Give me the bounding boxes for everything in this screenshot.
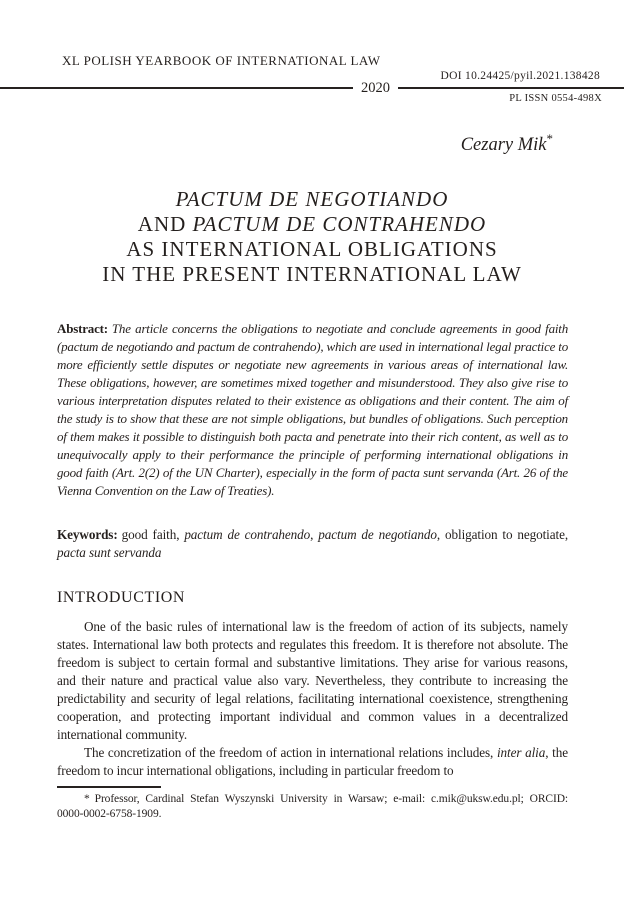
year-label: 2020 (361, 80, 390, 96)
footnote-text (57, 792, 568, 822)
section-heading-introduction: INTRODUCTION (57, 589, 186, 606)
keywords-label: Keywords: (57, 527, 118, 542)
introduction-body (57, 618, 568, 780)
keywords-paragraph (57, 526, 568, 562)
title-line-3: AS INTERNATIONAL OBLIGATIONS (126, 237, 498, 261)
header-rule-right (398, 87, 624, 89)
issn-label: PL ISSN 0554-498X (509, 93, 602, 104)
title-line-4: IN THE PRESENT INTERNATIONAL LAW (102, 262, 522, 286)
footnote-separator (57, 786, 161, 788)
intro-paragraph-2: The concretization of the freedom of action in international relations includes, inter alia, the freedom to incur international obligations, including in particular freedom to (57, 745, 568, 778)
title-line-2: AND PACTUM DE CONTRAHENDO (137, 212, 487, 236)
author-footnote-marker: * (546, 131, 553, 146)
abstract-text: The article concerns the obligations to negotiate and conclude agreements in good faith (pactum de negotiando and pactum de contrahendo), which are used in international legal practice to more efficiently settle disputes or negotiate new agreements in various areas of international law. These obligations, however, are sometimes mixed together and misunderstood. They also give rise to various interpretation disputes related to their existence as obligations and their content. The aim of the study is to show that these are not simple obligations, but bundles of obligations. Such perception of them makes it possible to distinguish both pacta and penetrate into their rich content, as well as to unequivocally apply to their performance the principle of performing international obligations in good faith (Art. 2(2) of the UN Charter), especially in the form of pacta sunt servanda (Art. 26 of the Vienna Convention on the Law of Treaties). (57, 321, 568, 498)
article-title (0, 187, 624, 287)
header-rule-left (0, 87, 353, 89)
footnote-marker: * (84, 793, 90, 805)
abstract-label: Abstract: (57, 321, 108, 336)
doi-label: DOI 10.24425/pyil.2021.138428 (440, 70, 600, 82)
keywords-text: good faith, pactum de contrahendo, pactum de negotiando, obligation to negotiate, pacta sunt servanda (57, 527, 569, 560)
intro-paragraph-1: One of the basic rules of international law is the freedom of action of its subjects, namely states. International law both protects and regulates this freedom. It is therefore not absolute. The freedom is subject to certain formal and substantive limitations. They arise for various reasons, and their nature and practical value also vary. Nevertheless, they contribute to increasing the predictability and security of legal relations, facilitating international coexistence, strengthening cooperation, and protecting important individual and common values in a decentralized international community. (57, 619, 568, 742)
journal-title: XL POLISH YEARBOOK OF INTERNATIONAL LAW (62, 53, 381, 68)
footnote-body: Professor, Cardinal Stefan Wyszynski University in Warsaw; e-mail: c.mik@uksw.edu.pl; ORCID: 0000-0002-6758-1909. (57, 793, 568, 820)
abstract-paragraph (57, 320, 568, 500)
author-name: Cezary Mik* (460, 131, 553, 156)
title-line-1: PACTUM DE NEGOTIANDO (175, 187, 449, 211)
